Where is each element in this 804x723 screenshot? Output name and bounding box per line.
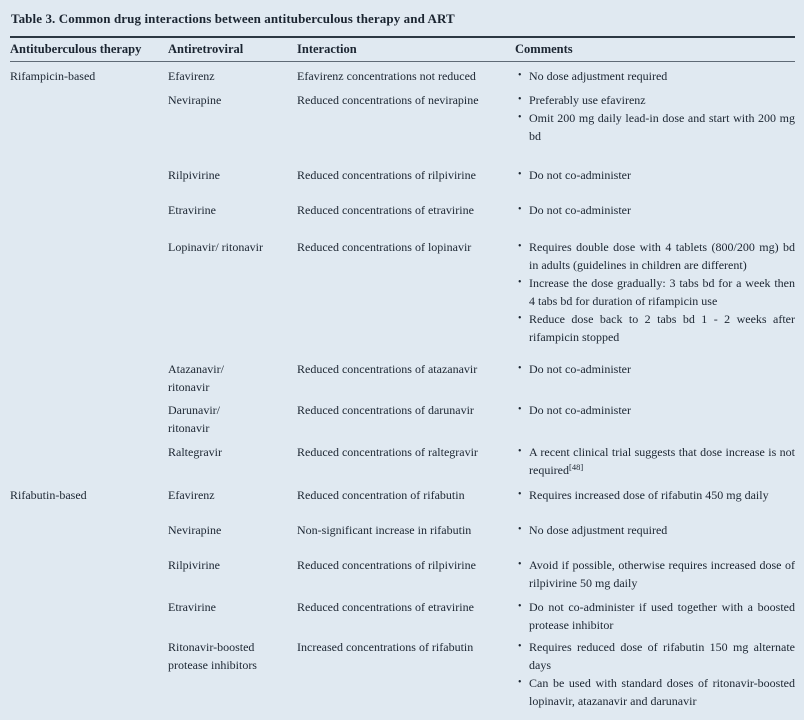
therapy-cell — [10, 556, 168, 598]
antiretroviral-cell: Darunavir/ ritonavir — [168, 401, 297, 443]
comment-item — [515, 486, 795, 504]
comment-text: Can be used with standard doses of ritonavir-boosted lopinavir, atazanavir and darunavir — [529, 674, 795, 710]
bullet-icon: • — [515, 310, 529, 328]
antiretroviral-cell: Efavirenz — [168, 486, 297, 521]
interaction-cell: Reduced concentrations of darunavir — [297, 401, 515, 443]
antiretroviral-cell: Rilpivirine — [168, 556, 297, 598]
comment-item — [515, 67, 795, 85]
bullet-icon: • — [515, 674, 529, 692]
bullet-icon: • — [515, 521, 529, 539]
interaction-cell: Reduced concentrations of nevirapine — [297, 91, 515, 166]
antiretroviral-cell: Lopinavir/ ritonavir — [168, 238, 297, 360]
interaction-cell: Reduced concentrations of rilpivirine — [297, 556, 515, 598]
bullet-icon: • — [515, 274, 529, 292]
comment-text: A recent clinical trial suggests that dose increase is not required[48] — [529, 443, 795, 479]
therapy-cell — [10, 638, 168, 723]
table-row — [10, 91, 795, 166]
therapy-cell — [10, 201, 168, 238]
table-row — [10, 360, 795, 401]
bullet-icon: • — [515, 486, 529, 504]
comment-text: Preferably use efavirenz — [529, 91, 795, 109]
comment-text: Requires reduced dose of rifabutin 150 mg alternate days — [529, 638, 795, 674]
bullet-icon: • — [515, 598, 529, 616]
table-row — [10, 238, 795, 360]
therapy-cell: Rifampicin-based — [10, 62, 168, 92]
comments-cell — [515, 521, 795, 556]
comment-item — [515, 674, 795, 710]
comments-cell — [515, 238, 795, 360]
table-row — [10, 401, 795, 443]
table-row — [10, 201, 795, 238]
interaction-cell: Reduced concentrations of rilpivirine — [297, 166, 515, 201]
comments-cell — [515, 556, 795, 598]
bullet-icon: • — [515, 201, 529, 219]
column-header-comments: Comments — [515, 37, 795, 62]
table-title: Table 3. Common drug interactions between antituberculous therapy and ART — [11, 10, 795, 28]
column-header-interaction: Interaction — [297, 37, 515, 62]
comment-item — [515, 360, 795, 378]
interaction-cell: Reduced concentrations of etravirine — [297, 598, 515, 638]
comments-cell — [515, 62, 795, 92]
therapy-cell: Rifabutin-based — [10, 486, 168, 521]
interaction-cell: Non-significant increase in rifabutin — [297, 521, 515, 556]
comment-item — [515, 91, 795, 109]
comments-cell — [515, 360, 795, 401]
bullet-icon: • — [515, 166, 529, 184]
comment-item — [515, 556, 795, 592]
comment-text: No dose adjustment required — [529, 521, 795, 539]
comment-text: Do not co-administer — [529, 401, 795, 419]
comment-text: Requires increased dose of rifabutin 450 mg daily — [529, 486, 795, 504]
antiretroviral-cell: Etravirine — [168, 598, 297, 638]
interaction-cell: Reduced concentrations of atazanavir — [297, 360, 515, 401]
comment-text: Requires double dose with 4 tablets (800/200 mg) bd in adults (guidelines in children are different) — [529, 238, 795, 274]
interaction-cell: Reduced concentrations of etravirine — [297, 201, 515, 238]
comment-text: Do not co-administer if used together with a boosted protease inhibitor — [529, 598, 795, 634]
comment-item — [515, 521, 795, 539]
comment-item — [515, 401, 795, 419]
comment-item — [515, 166, 795, 184]
therapy-cell — [10, 443, 168, 486]
comment-item — [515, 238, 795, 274]
table-row — [10, 62, 795, 92]
comments-cell — [515, 443, 795, 486]
header-row — [10, 37, 795, 62]
antiretroviral-cell: Efavirenz — [168, 62, 297, 92]
therapy-cell — [10, 360, 168, 401]
therapy-cell — [10, 598, 168, 638]
table-row — [10, 638, 795, 723]
interaction-cell: Efavirenz concentrations not reduced — [297, 62, 515, 92]
comment-item — [515, 274, 795, 310]
bullet-icon: • — [515, 238, 529, 256]
interaction-cell: Reduced concentrations of lopinavir — [297, 238, 515, 360]
therapy-cell — [10, 166, 168, 201]
comments-cell — [515, 91, 795, 166]
table-row — [10, 443, 795, 486]
antiretroviral-cell: Nevirapine — [168, 521, 297, 556]
bullet-icon: • — [515, 556, 529, 574]
comments-cell — [515, 486, 795, 521]
comments-cell — [515, 638, 795, 723]
comment-text: Reduce dose back to 2 tabs bd 1 - 2 weeks after rifampicin stopped — [529, 310, 795, 346]
therapy-cell — [10, 521, 168, 556]
table-row — [10, 521, 795, 556]
antiretroviral-cell: Nevirapine — [168, 91, 297, 166]
comment-text: Do not co-administer — [529, 201, 795, 219]
reference-superscript: [48] — [569, 462, 583, 472]
comment-text: Increase the dose gradually: 3 tabs bd for a week then 4 tabs bd for duration of rifampicin use — [529, 274, 795, 310]
comment-text: Omit 200 mg daily lead-in dose and start with 200 mg bd — [529, 109, 795, 145]
bullet-icon: • — [515, 638, 529, 656]
comments-cell — [515, 401, 795, 443]
comment-item — [515, 109, 795, 145]
comments-cell — [515, 598, 795, 638]
comment-text: No dose adjustment required — [529, 67, 795, 85]
antiretroviral-cell: Raltegravir — [168, 443, 297, 486]
bullet-icon: • — [515, 67, 529, 85]
therapy-cell — [10, 401, 168, 443]
comments-cell — [515, 201, 795, 238]
interaction-cell: Reduced concentrations of raltegravir — [297, 443, 515, 486]
bullet-icon: • — [515, 109, 529, 127]
therapy-cell — [10, 238, 168, 360]
comment-item — [515, 443, 795, 479]
therapy-cell — [10, 91, 168, 166]
bullet-icon: • — [515, 360, 529, 378]
column-header-antituberculous-therapy: Antituberculous therapy — [10, 37, 168, 62]
comment-text: Do not co-administer — [529, 166, 795, 184]
interaction-cell: Reduced concentration of rifabutin — [297, 486, 515, 521]
antiretroviral-cell: Etravirine — [168, 201, 297, 238]
antiretroviral-cell: Atazanavir/ ritonavir — [168, 360, 297, 401]
table-body — [10, 62, 795, 723]
drug-interactions-table — [10, 36, 795, 723]
bullet-icon: • — [515, 91, 529, 109]
comment-item — [515, 310, 795, 346]
comments-cell — [515, 166, 795, 201]
column-header-antiretroviral: Antiretroviral — [168, 37, 297, 62]
comment-text: Do not co-administer — [529, 360, 795, 378]
bullet-icon: • — [515, 401, 529, 419]
comment-item — [515, 201, 795, 219]
interaction-cell: Increased concentrations of rifabutin — [297, 638, 515, 723]
comment-text: Avoid if possible, otherwise requires increased dose of rilpivirine 50 mg daily — [529, 556, 795, 592]
antiretroviral-cell: Ritonavir-boosted protease inhibitors — [168, 638, 297, 723]
bullet-icon: • — [515, 443, 529, 461]
table-row — [10, 598, 795, 638]
table-row — [10, 486, 795, 521]
antiretroviral-cell: Rilpivirine — [168, 166, 297, 201]
table-row — [10, 556, 795, 598]
table-header — [10, 37, 795, 62]
comment-item — [515, 598, 795, 634]
comment-item — [515, 638, 795, 674]
table-row — [10, 166, 795, 201]
